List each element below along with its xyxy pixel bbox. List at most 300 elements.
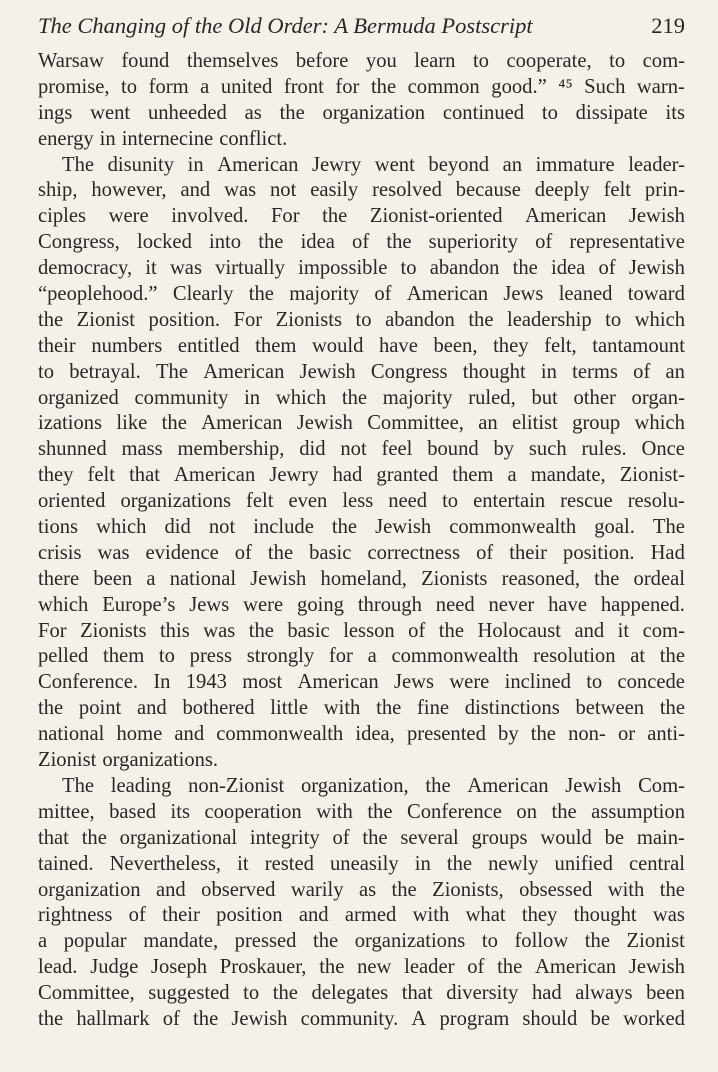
word: leading: [110, 774, 172, 797]
word: in: [244, 386, 261, 409]
word: of: [408, 619, 426, 642]
word: bothered: [182, 697, 255, 720]
word: toward: [627, 283, 685, 306]
text-line: [38, 411, 685, 437]
word: unified: [554, 852, 613, 875]
word: it: [145, 257, 157, 280]
word: it: [617, 619, 630, 642]
word: to: [481, 930, 498, 953]
word: based: [109, 800, 157, 823]
word: their: [509, 541, 548, 564]
word: involved.: [171, 205, 249, 228]
word: united: [220, 75, 273, 98]
word: impossible: [298, 257, 388, 280]
word: follow: [514, 930, 569, 953]
word: Zionist-oriented: [369, 205, 503, 228]
word: goal.: [594, 516, 635, 539]
word: been: [93, 567, 133, 590]
word: representative: [569, 231, 685, 254]
word: they: [38, 464, 74, 487]
word: and: [180, 179, 211, 202]
word: the: [468, 308, 494, 331]
word: leadership: [507, 308, 592, 331]
word: armed: [344, 904, 397, 927]
word: beyond: [428, 153, 490, 176]
text-line: [38, 282, 685, 308]
word: Europe’s: [102, 593, 176, 616]
word: of: [234, 541, 252, 564]
text-line: [38, 463, 685, 489]
word: did: [299, 438, 326, 461]
word: or: [617, 723, 636, 746]
word: membership,: [177, 438, 285, 461]
word: which: [96, 516, 147, 539]
word: the: [272, 982, 298, 1005]
word: virtually: [215, 257, 285, 280]
word: felt,: [544, 334, 577, 357]
word: “peoplehood.”: [38, 283, 158, 306]
word: form: [148, 75, 189, 98]
word: the: [38, 308, 64, 331]
text-line: [38, 515, 685, 541]
word: had: [332, 464, 363, 487]
word: continued: [442, 101, 525, 124]
word: com-: [642, 619, 685, 642]
word: internecine: [121, 127, 214, 150]
word: in: [99, 127, 116, 150]
word: with: [316, 800, 353, 823]
word: community.: [300, 1007, 399, 1030]
word: com-: [642, 50, 685, 72]
word: which: [275, 386, 327, 409]
word: community: [134, 386, 229, 409]
word: at: [630, 645, 646, 668]
text-line: [38, 774, 685, 800]
word: Zionists,: [432, 878, 504, 901]
word: energy: [38, 127, 94, 150]
word: correctness: [367, 541, 461, 564]
word: of: [467, 956, 485, 979]
word: was: [224, 179, 257, 202]
word: presented: [406, 723, 486, 746]
word: Proskauer,: [219, 956, 307, 979]
word: Holocaust: [477, 619, 561, 642]
word: however,: [91, 179, 167, 202]
text-line: [38, 204, 685, 230]
word: would: [311, 334, 364, 357]
word: Jewry: [312, 153, 362, 176]
text-line: [38, 852, 685, 878]
word: the: [38, 1007, 64, 1030]
word: lesson: [343, 619, 395, 642]
word: the: [248, 283, 274, 306]
word: organizations: [354, 930, 466, 953]
word: diversity: [446, 982, 519, 1005]
word: For: [38, 619, 67, 642]
word: suggested: [148, 982, 230, 1005]
word: was: [97, 541, 130, 564]
word: non-: [568, 723, 606, 746]
word: with: [412, 904, 450, 927]
word: would: [540, 826, 592, 849]
word: easily: [310, 179, 359, 202]
word: program: [439, 1007, 510, 1030]
word: uneasily: [329, 852, 399, 875]
word: the: [530, 723, 556, 746]
word: of: [332, 826, 350, 849]
word: it: [237, 852, 249, 875]
word: the: [425, 774, 451, 797]
word: the: [659, 645, 685, 668]
text-line: [38, 670, 685, 696]
word: The: [62, 153, 95, 176]
word: through: [357, 593, 422, 616]
text-line: [38, 929, 685, 955]
word: the: [376, 697, 402, 720]
word: non-Zionist: [188, 774, 285, 797]
word: going: [297, 593, 344, 616]
word: like: [116, 412, 148, 435]
text-line: [38, 437, 685, 463]
word: deeply: [534, 179, 590, 202]
word: national: [38, 723, 105, 746]
word: groups: [471, 826, 528, 849]
word: such: [528, 438, 567, 461]
word: to: [472, 50, 489, 72]
word: Committee,: [38, 982, 135, 1005]
word: pelled: [38, 645, 89, 668]
word: they: [493, 334, 529, 357]
word: felt: [603, 179, 632, 202]
word: majority: [289, 283, 360, 306]
word: Committee,: [367, 412, 464, 435]
word: Joseph: [150, 956, 208, 979]
word: Congress: [370, 360, 448, 383]
text-line: [38, 230, 685, 256]
word: the: [248, 619, 274, 642]
word: most: [242, 671, 283, 694]
word: organized: [38, 386, 119, 409]
word: of: [352, 231, 370, 254]
word: inclined: [504, 671, 571, 694]
word: feel: [381, 438, 413, 461]
word: American: [201, 412, 283, 435]
word: found: [121, 50, 170, 72]
word: Jews: [394, 671, 435, 694]
word: For: [233, 308, 263, 331]
word: mandate,: [530, 464, 606, 487]
word: that: [129, 464, 160, 487]
word: commonwealth: [391, 645, 519, 668]
text-line: [38, 153, 685, 179]
word: bound: [427, 438, 479, 461]
text-line: [38, 101, 685, 127]
word: include: [253, 516, 314, 539]
word: ⁴⁵: [558, 75, 573, 98]
word: went: [90, 101, 131, 124]
word: reasoned,: [501, 567, 580, 590]
word: which: [634, 308, 685, 331]
word: assumption: [591, 800, 685, 823]
word: the: [370, 75, 397, 98]
word: idea: [300, 231, 335, 254]
text-line: [38, 722, 685, 748]
word: which: [38, 593, 89, 616]
word: abandon: [385, 308, 455, 331]
word: American: [174, 464, 256, 487]
word: In: [153, 671, 171, 694]
word: organization: [322, 101, 426, 124]
word: promise,: [38, 75, 110, 98]
word: izations: [38, 412, 103, 435]
word: integrity: [249, 826, 320, 849]
word: an: [665, 360, 685, 383]
body-text: [38, 49, 685, 1033]
text-line: [38, 334, 685, 360]
word: in: [414, 852, 431, 875]
word: the: [81, 826, 107, 849]
word: thought: [573, 904, 637, 927]
word: Com-: [638, 774, 685, 797]
word: common: [407, 75, 480, 98]
word: Jewry: [269, 464, 319, 487]
word: Zionist: [76, 308, 136, 331]
word: the: [386, 231, 412, 254]
word: organ-: [631, 386, 685, 409]
text-line: [38, 360, 685, 386]
word: Zionist-: [619, 464, 685, 487]
word: organization: [38, 878, 141, 901]
word: and: [574, 619, 605, 642]
word: point: [78, 697, 122, 720]
word: have: [548, 593, 587, 616]
word: a: [367, 645, 377, 668]
word: the: [38, 697, 64, 720]
word: was: [169, 257, 202, 280]
word: dissipate: [575, 101, 648, 124]
text-line: [38, 308, 685, 334]
word: American: [534, 956, 617, 979]
word: cooperation: [204, 800, 302, 823]
word: as: [244, 101, 262, 124]
word: between: [575, 697, 645, 720]
word: with: [323, 697, 361, 720]
word: The: [652, 516, 685, 539]
word: the: [319, 956, 345, 979]
word: for: [328, 645, 353, 668]
word: Zionists: [80, 619, 147, 642]
word: Such: [584, 75, 626, 98]
word: Once: [641, 438, 685, 461]
word: felt: [87, 464, 115, 487]
word: organization,: [300, 774, 409, 797]
word: never: [488, 593, 535, 616]
text-line: [38, 541, 685, 567]
word: Zionist: [38, 749, 97, 772]
word: front: [283, 75, 324, 98]
word: a: [200, 75, 210, 98]
word: tions: [38, 516, 79, 539]
word: the: [279, 101, 305, 124]
word: Jewish: [250, 567, 307, 590]
word: of: [535, 231, 553, 254]
word: the: [312, 930, 339, 953]
word: and: [298, 904, 329, 927]
word: to: [243, 982, 260, 1005]
word: been,: [433, 334, 478, 357]
word: cooperate,: [506, 50, 592, 72]
word: them: [452, 464, 494, 487]
word: elitist: [512, 412, 558, 435]
word: the: [659, 697, 685, 720]
word: worked: [623, 1007, 685, 1030]
word: themselves: [186, 50, 279, 72]
word: American: [297, 671, 379, 694]
text-line: [38, 386, 685, 412]
word: tained.: [38, 852, 94, 875]
text-line: [38, 127, 685, 153]
word: several: [400, 826, 459, 849]
word: went: [374, 153, 415, 176]
word: Conference: [407, 800, 502, 823]
word: the: [584, 930, 610, 953]
word: The: [62, 774, 95, 797]
word: entertain: [473, 490, 546, 513]
word: with: [607, 878, 645, 901]
word: home: [116, 723, 163, 746]
word: the: [446, 852, 473, 875]
word: the: [551, 800, 577, 823]
word: Jews: [189, 593, 230, 616]
word: ship,: [38, 179, 78, 202]
word: what: [465, 904, 506, 927]
word: that: [401, 982, 433, 1005]
text-line: [38, 955, 685, 981]
word: learn: [414, 50, 456, 72]
word: distinctions: [464, 697, 560, 720]
word: to: [38, 360, 55, 383]
word: Jewish: [628, 205, 685, 228]
word: a: [146, 567, 156, 590]
word: homeland,: [320, 567, 407, 590]
word: Clearly: [172, 283, 234, 306]
word: which: [634, 412, 685, 435]
text-line: [38, 800, 685, 826]
word: to: [400, 257, 417, 280]
text-line: [38, 748, 685, 774]
word: in: [540, 360, 557, 383]
word: and: [155, 878, 186, 901]
word: to: [121, 75, 138, 98]
word: there: [38, 567, 80, 590]
word: to: [609, 50, 626, 72]
text-line: [38, 1007, 685, 1033]
word: rightness: [38, 904, 113, 927]
text-line: [38, 619, 685, 645]
word: an: [502, 153, 523, 176]
word: this: [159, 619, 190, 642]
word: resolu-: [627, 490, 685, 513]
word: hallmark: [76, 1007, 150, 1030]
word: the: [391, 878, 417, 901]
word: an: [478, 412, 498, 435]
word: the: [497, 956, 523, 979]
word: granted: [376, 464, 439, 487]
word: less: [342, 490, 374, 513]
word: resolved: [372, 179, 442, 202]
text-line: [38, 49, 685, 75]
word: the: [331, 516, 358, 539]
word: happened.: [600, 593, 685, 616]
word: Jewish: [565, 774, 622, 797]
word: Zionists: [275, 308, 343, 331]
word: its: [665, 101, 685, 124]
word: rested: [264, 852, 314, 875]
word: of: [476, 541, 494, 564]
word: its: [170, 800, 190, 823]
word: Jewish: [231, 1007, 288, 1030]
word: Congress,: [38, 231, 120, 254]
word: they: [521, 904, 558, 927]
word: Conference.: [38, 671, 139, 694]
word: them: [103, 645, 145, 668]
word: lead.: [38, 956, 78, 979]
word: a: [38, 930, 48, 953]
word: Nevertheless,: [109, 852, 222, 875]
word: of: [633, 360, 651, 383]
word: been: [646, 982, 685, 1005]
word: unheeded: [147, 101, 227, 124]
word: the: [322, 205, 348, 228]
word: The: [155, 360, 188, 383]
word: before: [295, 50, 349, 72]
text-line: [38, 696, 685, 722]
word: little: [270, 697, 308, 720]
word: Zionist: [626, 930, 685, 953]
word: not: [340, 438, 367, 461]
word: Jewish: [628, 956, 685, 979]
word: Warsaw: [38, 50, 104, 72]
word: the: [512, 257, 538, 280]
word: that: [38, 826, 69, 849]
word: and: [136, 697, 167, 720]
word: warn-: [636, 75, 685, 98]
word: into: [209, 231, 242, 254]
word: be: [590, 1007, 610, 1030]
word: ings: [38, 101, 73, 124]
word: organizational: [119, 826, 238, 849]
text-line: [38, 256, 685, 282]
word: American: [467, 774, 549, 797]
word: to: [586, 671, 603, 694]
word: the: [367, 800, 393, 823]
running-title: The Changing of the Old Order: A Bermuda Postscript: [38, 13, 533, 38]
word: Zionists: [421, 567, 488, 590]
word: by: [498, 723, 519, 746]
word: leaned: [558, 283, 613, 306]
word: press: [189, 645, 232, 668]
word: them: [255, 334, 297, 357]
word: majority: [382, 386, 453, 409]
word: rules.: [581, 438, 627, 461]
text-line: [38, 981, 685, 1007]
word: was: [652, 904, 685, 927]
word: leader-: [628, 153, 685, 176]
word: position.: [563, 541, 635, 564]
running-head: [38, 11, 685, 41]
word: strongly: [246, 645, 315, 668]
word: crisis: [38, 541, 82, 564]
